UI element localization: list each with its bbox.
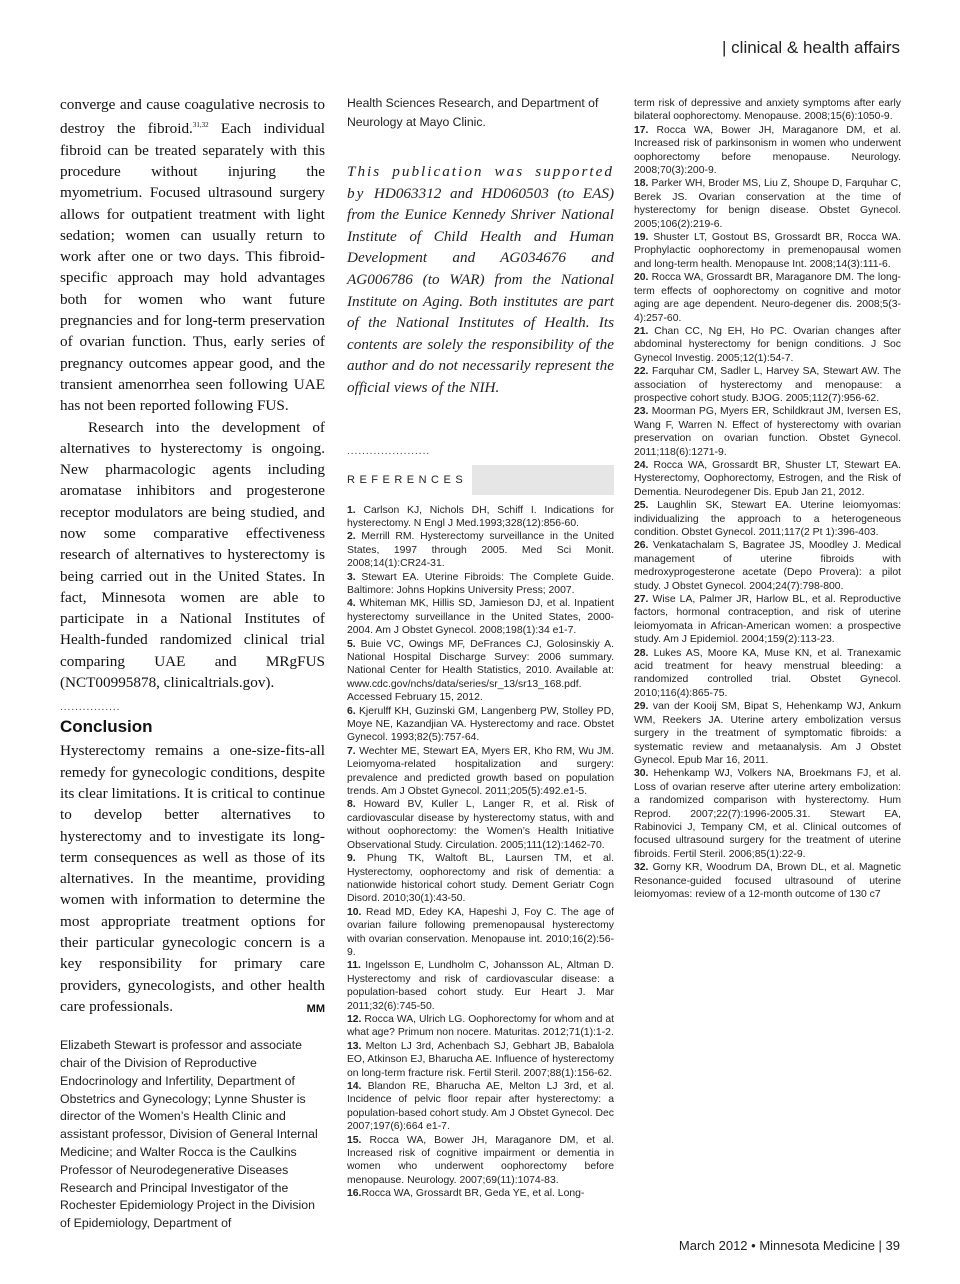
reference-item xyxy=(634,459,901,499)
reference-item xyxy=(347,745,614,799)
reference-text: Whiteman MK, Hillis SD, Jamieson DJ, et al. Inpatient hysterectomy surveillance in the United States, 2000-2004. Am J Obstet Gynecol. 2008;198(1):34 e1-7. xyxy=(347,598,614,637)
reference-text: Read MD, Edey KA, Hapeshi J, Foy C. The age of ovarian failure following premenopausal hysterectomy with ovarian conservation. Menopause int. 2010;16(2):56-9. xyxy=(347,906,614,958)
reference-text: Rocca WA, Bower JH, Maraganore DM, et al. Increased risk of cognitive impairment or dementia in women who underwent oophorectomy before menopause. Neurology. 2007;69(11):1074-83. xyxy=(347,1134,614,1186)
reference-text: Rocca WA, Grossardt BR, Geda YE, et al. Long- xyxy=(361,1188,585,1200)
conclusion-paragraph xyxy=(60,740,325,1017)
reference-item xyxy=(634,593,901,647)
references-label: REFERENCES xyxy=(347,473,468,486)
reference-number: 24. xyxy=(634,459,649,471)
reference-number: 22. xyxy=(634,366,649,378)
reference-text: Lukes AS, Moore KA, Muse KN, et al. Tranexamic acid treatment for heavy menstrual bleeding: a randomized controlled trial. Obstet Gynecol. 2010;116(4):865-75. xyxy=(634,647,901,699)
reference-number: 5. xyxy=(347,638,356,650)
reference-text: Howard BV, Kuller L, Langer R, et al. Risk of cardiovascular disease by hysterectomy status, with and without oophorectomy: the Women’s Health Initiative Observational Study. Circulation. 2005;111(12):1462-70. xyxy=(347,799,614,851)
end-mark: MM xyxy=(306,1002,325,1015)
reference-number: 4. xyxy=(347,598,356,610)
reference-item xyxy=(347,1187,614,1200)
reference-number: 12. xyxy=(347,1013,362,1025)
reference-item xyxy=(347,705,614,745)
reference-item xyxy=(634,405,901,459)
reference-number: 2. xyxy=(347,531,356,543)
reference-number: 1. xyxy=(347,504,356,516)
reference-text: term risk of depressive and anxiety symptoms after early bilateral oophorectomy. Menopause. 2008;15(6):1050-9. xyxy=(634,98,901,123)
section-header: | clinical & health affairs xyxy=(722,38,900,57)
reference-number: 10. xyxy=(347,906,362,918)
reference-number: 18. xyxy=(634,178,649,190)
reference-number: 30. xyxy=(634,768,649,780)
reference-item xyxy=(347,597,614,637)
reference-text: Carlson KJ, Nichols DH, Schiff I. Indications for hysterectomy. N Engl J Med.1993;328(12):856-60. xyxy=(347,504,614,529)
reference-item xyxy=(634,124,901,178)
reference-number: 25. xyxy=(634,500,649,512)
reference-text: Rocca WA, Ulrich LG. Oophorectomy for whom and at what age? Primum non nocere. Maturitas. 2012;71(1):1-2. xyxy=(347,1013,614,1039)
reference-text: Chan CC, Ng EH, Ho PC. Ovarian changes after abdominal hysterectomy for benign conditions. J Soc Gynecol Investig. 2005;12(1):54-7. xyxy=(634,325,901,364)
main-column xyxy=(60,94,325,1233)
paragraph-research: Research into the development of alternatives to hysterectomy is ongoing. New pharmacologic agents including aromatase inhibitors and progesterone receptor modulators are being studied, and now some comparative effectiveness research of alternatives to hysterectomy is being carried out in the United States. In fact, Minnesota women are able to participate in a National Institutes of Health-funded randomized clinical trial comparing UAE and MRgFUS (NCT00995878, clinicaltrials.gov). xyxy=(60,418,325,692)
reference-number: 19. xyxy=(634,232,649,244)
paragraph-fus xyxy=(60,94,325,417)
reference-number: 26. xyxy=(634,540,649,552)
reference-text: Stewart EA. Uterine Fibroids: The Complete Guide. Baltimore: Johns Hopkins University Press; 2007. xyxy=(347,571,614,596)
reference-item xyxy=(347,571,614,598)
reference-list-right xyxy=(634,97,901,901)
reference-text: Rocca WA, Bower JH, Maraganore DM, et al. Increased risk of parkinsonism in women who underwent oophorectomy before menopause. Neurology. 2008;70(3):200-9. xyxy=(634,124,901,177)
reference-number: 17. xyxy=(634,124,649,136)
reference-text: Kjerulff KH, Guzinski GM, Langenberg PW, Stolley PD, Moye NE, Kazandjian VA. Hysterectomy and race. Obstet Gynecol. 1993;82(5):757-64. xyxy=(347,705,614,744)
reference-item xyxy=(634,177,901,231)
reference-text: Blandon RE, Bharucha AE, Melton LJ 3rd, et al. Incidence of pelvic floor repair after hysterectomy: a population-based cohort study. Am J Obstet Gynecol. Dec 2007;197(6):664 e1-7. xyxy=(347,1081,614,1133)
reference-list-left xyxy=(347,504,614,1201)
reference-number: 6. xyxy=(347,705,356,717)
acknowledgement xyxy=(347,161,614,399)
reference-text: Wechter ME, Stewart EA, Myers ER, Kho RM, Wu JM. Leiomyoma-related hospitalization and surgery: prevalence and predicted growth based on population trends. Am J Obstet Gynecol. 2011;205(5):492.e1-5. xyxy=(347,745,614,798)
reference-text: Moorman PG, Myers ER, Schildkraut JM, Iversen ES, Wang F, Warren N. Effect of hysterectomy with ovarian preservation on ovarian function. Obstet Gynecol. 2011;118(6):1271-9. xyxy=(634,406,901,458)
paragraph-fus-a: converge and cause coagulative necrosis to destroy the fibroid. xyxy=(60,96,325,138)
author-bio-continued: Health Sciences Research, and Department of Neurology at Mayo Clinic. xyxy=(347,96,599,129)
reference-number: 13. xyxy=(347,1040,362,1052)
reference-text: Shuster LT, Gostout BS, Grossardt BR, Rocca WA. Prophylactic oophorectomy in premenopausal women and long-term health. Menopause Int. 2008;14(3):111-6. xyxy=(634,232,901,270)
reference-text: Wise LA, Palmer JR, Harlow BL, et al. Reproductive factors, hormonal contraception, and risk of uterine leiomyomata in African-American women: a prospective study. Am J Epidemiol. 2004;159(2):113-23. xyxy=(634,594,901,646)
page-footer: March 2012 • Minnesota Medicine | 39 xyxy=(678,1238,900,1253)
reference-text: Venkatachalam S, Bagratee JS, Moodley J. Medical management of uterine fibroids with medroxyprogesterone acetate (Depo Provera): a pilot study. J Obstet Gynecol. 2004;24(7):798-800. xyxy=(634,540,901,592)
reference-text: Melton LJ 3rd, Achenbach SJ, Gebhart JB, Babalola EO, Atkinson EJ, Bharucha AE. Influence of hysterectomy on long-term fracture risk. Fertil Steril. 2007;88(1):156-62. xyxy=(347,1040,614,1079)
middle-column xyxy=(347,94,614,1201)
reference-number: 29. xyxy=(634,701,649,713)
reference-text: Rocca WA, Grossardt BR, Maraganore DM. The long-term effects of oophorectomy on cognitive and motor aging are age dependent. Neuro-degener dis. 2008;5(3-4):257-60. xyxy=(634,272,901,324)
reference-number: 28. xyxy=(634,647,649,659)
reference-number: 11. xyxy=(347,960,361,972)
reference-item xyxy=(347,1080,614,1134)
reference-text: Merrill RM. Hysterectomy surveillance in the United States, 1997 through 2005. Med Sci Monit. 2008;14(1):CR24-31. xyxy=(347,531,614,570)
reference-text: Hehenkamp WJ, Volkers NA, Broekmans FJ, et al. Loss of ovarian reserve after uterine artery embolization: a randomized comparison with hysterectomy. Hum Reprod. 2007;22(7):1996-2005.31. Stewart EA, Rabinovici J, Tempany CM, et al. Clinical outcomes of focused ultrasound surgery for the treatment of uterine fibroids. Fertil Steril. 2006;85(1):22-9. xyxy=(634,768,901,860)
reference-number: 23. xyxy=(634,406,649,418)
reference-number: 9. xyxy=(347,853,356,865)
reference-item xyxy=(634,647,901,701)
reference-item xyxy=(347,1013,614,1040)
right-column xyxy=(634,97,901,901)
citation-sup: 31,32 xyxy=(192,121,209,130)
reference-number: 27. xyxy=(634,594,649,606)
paragraph-fus-b: Each individual fibroid can be treated separately with this procedure without injuring the myometrium. Focused ultrasound surgery allows for outpatient treatment with light sedation; women can usually return to work after one or two days. This fibroid-specific approach may hold advantages both for women who want future pregnancies and for long-term preservation of ovarian function. Thus, early series of pregnancy outcomes appear good, and the transient amenorrhea seen following UAE has not been reported following FUS. xyxy=(60,120,325,415)
reference-item xyxy=(347,638,614,705)
reference-item xyxy=(634,97,901,124)
reference-item xyxy=(634,767,901,861)
conclusion-heading: Conclusion xyxy=(60,717,153,737)
reference-item xyxy=(634,499,901,539)
reference-text: Ingelsson E, Lundholm C, Johansson AL, Altman D. Hysterectomy and risk of cardiovascular disease: a population-based cohort study. Eur Heart J. Mar 2011;32(6):745-50. xyxy=(347,960,614,1012)
reference-item xyxy=(634,861,901,901)
reference-item xyxy=(634,231,901,271)
reference-number: 15. xyxy=(347,1134,362,1146)
author-bio: Elizabeth Stewart is professor and associate chair of the Division of Reproductive Endocrinology and Infertility, Department of Obstetrics and Gynecology; Lynne Shuster is director of the Women’s Health Clinic and assistant professor, Division of General Internal Medicine; and Walter Rocca is the Caulkins Professor of Neurodegenerative Diseases Research and Principal Investigator of the Rochester Epidemiology Project in the Division of Epidemiology, Department of xyxy=(60,1038,318,1231)
acknowledgement-rest: HD063312 and HD060503 (to EAS) from the Eunice Kennedy Shriver National Institute of Child Health and Human Development and AG034676 and AG006786 (to WAR) from the National Institute on Aging. Both institutes are part of the National Institutes of Health. Its contents are solely the responsibility of the author and do not necessarily represent the official views of the NIH. xyxy=(347,184,614,396)
reference-item xyxy=(634,325,901,365)
reference-item xyxy=(634,365,901,405)
reference-text: Phung TK, Waltoft BL, Laursen TM, et al. Hysterectomy, oophorectomy and risk of dementia: a nationwide historical cohort study. Dement Geriatr Cogn Disord. 2010;30(1):43-50. xyxy=(347,853,614,905)
reference-number: 14. xyxy=(347,1081,362,1092)
section-divider: ................ xyxy=(60,702,121,714)
reference-item xyxy=(347,852,614,906)
reference-text: van der Kooij SM, Bipat S, Hehenkamp WJ, Ankum WM, Reekers JA. Uterine artery embolization versus surgery in the treatment of symptomatic fibroids: a systematic review and metaanalysis. Am J Obstet Gynecol. Epub Mar 16, 2011. xyxy=(634,701,901,766)
reference-text: Laughlin SK, Stewart EA. Uterine leiomyomas: individualizing the approach to a heterogeneous condition. Obstet Gynecol. 2011;117(2 Pt 1):396-403. xyxy=(634,500,901,538)
reference-text: Rocca WA, Grossardt BR, Shuster LT, Stewart EA. Hysterectomy, Oophorectomy, Estrogen, and the Risk of Dementia. Neurodegener Dis. Epub Jan 21, 2012. xyxy=(634,459,901,498)
reference-item xyxy=(347,959,614,1013)
reference-number: 20. xyxy=(634,272,649,284)
acknowledgement-first-line: This publication was supported by xyxy=(347,163,614,202)
conclusion-text: Hysterectomy remains a one-size-fits-all remedy for gynecologic conditions, despite its clear limitations. It is critical to continue to develop better alternatives to hysterectomy and to investigate its long-term consequences as well as those of its alternatives. In the meantime, providing women with information to determine the most appropriate treatment options for their particular gynecologic concern is a key responsibility for primary care providers, gynecologists, and other health care professionals. xyxy=(60,742,325,1015)
reference-item xyxy=(347,1134,614,1188)
reference-number: 21. xyxy=(634,325,649,337)
reference-item xyxy=(347,798,614,852)
reference-number: 8. xyxy=(347,799,356,811)
reference-number: 32. xyxy=(634,862,649,874)
reference-item xyxy=(634,271,901,325)
reference-text: Farquhar CM, Sadler L, Harvey SA, Stewart AW. The association of hysterectomy and menopause: a prospective cohort study. BJOG. 2005;112(7):956-62. xyxy=(634,366,901,404)
references-bar xyxy=(472,465,614,495)
reference-item xyxy=(347,530,614,570)
reference-item xyxy=(634,700,901,767)
reference-item xyxy=(634,539,901,593)
reference-text: Buie VC, Owings MF, DeFrances CJ, Golosinskiy A. National Hospital Discharge Survey: 2006 summary. National Center for Health Statistics, 2010. Available at: www.cdc.gov/nchs/data/series/sr_13/sr13_168.pdf. Accessed February 15, 2012. xyxy=(347,638,614,704)
references-header xyxy=(347,465,614,495)
reference-text: Parker WH, Broder MS, Liu Z, Shoupe D, Farquhar C, Berek JS. Ovarian conservation at the time of hysterectomy for benign disease. Obstet Gynecol. 2005;106(2):219-6. xyxy=(634,178,901,230)
reference-item xyxy=(347,1040,614,1080)
reference-number: 16. xyxy=(347,1188,362,1200)
reference-text: Gorny KR, Woodrum DA, Brown DL, et al. Magnetic Resonance-guided focused ultrasound of uterine leiomyomas: review of a 12-month outcome of 130 c7 xyxy=(634,862,901,900)
reference-item xyxy=(347,906,614,960)
references-divider: ...................... xyxy=(347,445,431,457)
reference-number: 3. xyxy=(347,571,356,583)
reference-number: 7. xyxy=(347,745,356,757)
reference-item xyxy=(347,504,614,531)
